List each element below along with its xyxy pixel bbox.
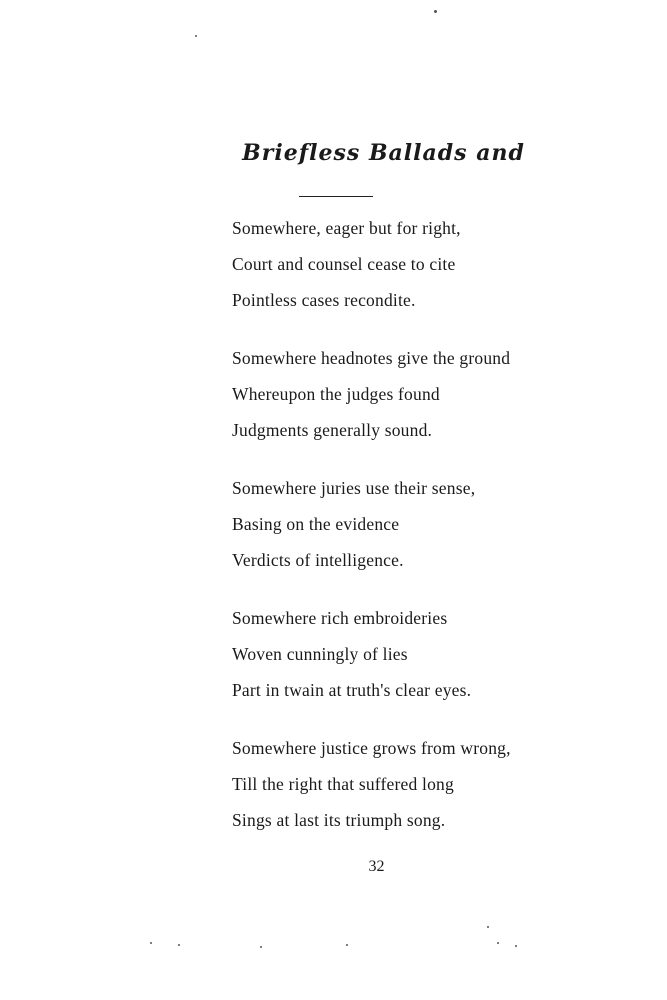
poem-line: Court and counsel cease to cite [232,254,456,274]
poem-line: Somewhere headnotes give the ground [232,348,511,368]
title-rule [299,196,373,197]
scan-speck [195,35,197,37]
stanza-3 [232,470,632,578]
poem-line: Till the right that suffered long [232,774,454,794]
scan-speck [260,946,262,948]
page-number: 32 [368,858,385,875]
poem-line: Verdicts of intelligence. [232,550,404,570]
stanza-4 [232,600,632,708]
poem-line: Somewhere, eager but for right, [232,218,461,238]
poem-line: Basing on the evidence [232,514,400,534]
poem-line: Somewhere justice grows from wrong, [232,738,511,758]
poem-line: Part in twain at truth's clear eyes. [232,680,472,700]
stanza-1 [232,210,632,318]
stanza-5 [232,730,632,838]
scan-speck [150,942,152,944]
page-header [0,140,667,166]
scan-speck [515,945,517,947]
poem-line: Woven cunningly of lies [232,644,408,664]
running-title: Briefless Ballads and [242,140,525,166]
poem [232,210,632,860]
poem-line: Somewhere rich embroideries [232,608,448,628]
poem-line: Pointless cases recondite. [232,290,416,310]
poem-line: Somewhere juries use their sense, [232,478,476,498]
scan-speck [178,944,180,946]
poem-line: Sings at last its triumph song. [232,810,446,830]
scan-speck [487,926,489,928]
scan-speck [346,944,348,946]
scan-speck [434,10,437,13]
stanza-2 [232,340,632,448]
poem-line: Whereupon the judges found [232,384,440,404]
poem-line: Judgments generally sound. [232,420,433,440]
scan-speck [497,942,499,944]
